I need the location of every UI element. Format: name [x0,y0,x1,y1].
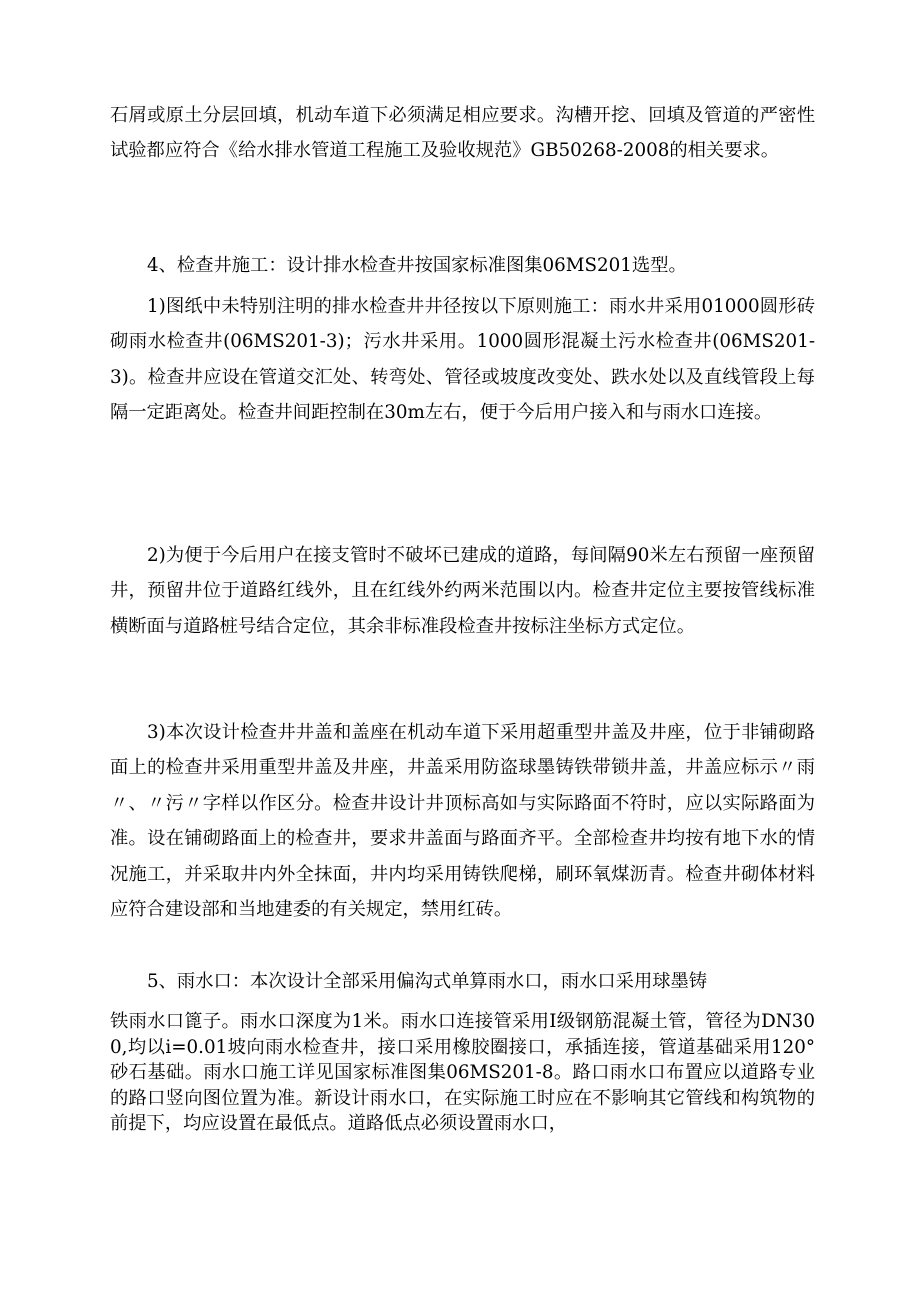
paragraph-well-diameter-rules: 1)图纸中未特别注明的排水检查井井径按以下原则施工：雨水井采用01000圆形砖砌雨水检查井(06MS201-3)；污水井采用。1000圆形混凝土污水检查井(06MS201-3)。检查井应设在管道交汇处、转弯处、管径或坡度改变处、跌水处以及直线管段上每隔一定距离处。检查井间距控制在30m左右，便于今后用户接入和与雨水口连接。 [110,296,815,424]
paragraph-rain-inlet-details: 铁雨水口篦子。雨水口深度为1米。雨水口连接管采用I级钢筋混凝土管，管径为DN300,均以i=0.01坡向雨水检查井，接口采用橡胶圈接口，承插连接，管道基础采用120°砂石基础。雨水口施工详见国家标准图集06MS201-8。路口雨水口布置应以道路专业的路口竖向图位置为准。新设计雨水口，在实际施工时应在不影响其它管线和构筑物的前提下，均应设置在最低点。道路低点必须设置雨水口， [110,1011,815,1134]
paragraph-well-covers: 3)本次设计检查井井盖和盖座在机动车道下采用超重型井盖及井座，位于非铺砌路面上的检查井采用重型井盖及井座，井盖采用防盗球墨铸铁带锁井盖，井盖应标示〃雨〃、〃污〃字样以作区分。检查井设计井顶标高如与实际路面不符时，应以实际路面为准。设在铺砌路面上的检查井，要求井盖面与路面齐平。全部检查井均按有地下水的情况施工，并采取井内外全抹面，井内均采用铸铁爬梯，刷环氧煤沥青。检查井砌体材料应符合建设部和当地建委的有关规定，禁用红砖。 [110,722,815,921]
paragraph-backfill-requirements: 石屑或原土分层回填，机动车道下必须满足相应要求。沟槽开挖、回填及管道的严密性试验都应符合《给水排水管道工程施工及验收规范》GB50268-2008的相关要求。 [110,105,815,162]
paragraph-rain-inlet-heading: 5、雨水口：本次设计全部采用偏沟式单算雨水口，雨水口采用球墨铸 [147,971,708,992]
paragraph-reserved-wells: 2)为便于今后用户在接支管时不破坏已建成的道路，每间隔90米左右预留一座预留井，预留井位于道路红线外，且在红线外约两米范围以内。检查井定位主要按管线标准横断面与道路桩号结合定位，其余非标准段检查井按标注坐标方式定位。 [110,545,815,637]
paragraph-inspection-well-heading: 4、检查井施工：设计排水检查井按国家标准图集06MS201选型。 [147,255,687,276]
